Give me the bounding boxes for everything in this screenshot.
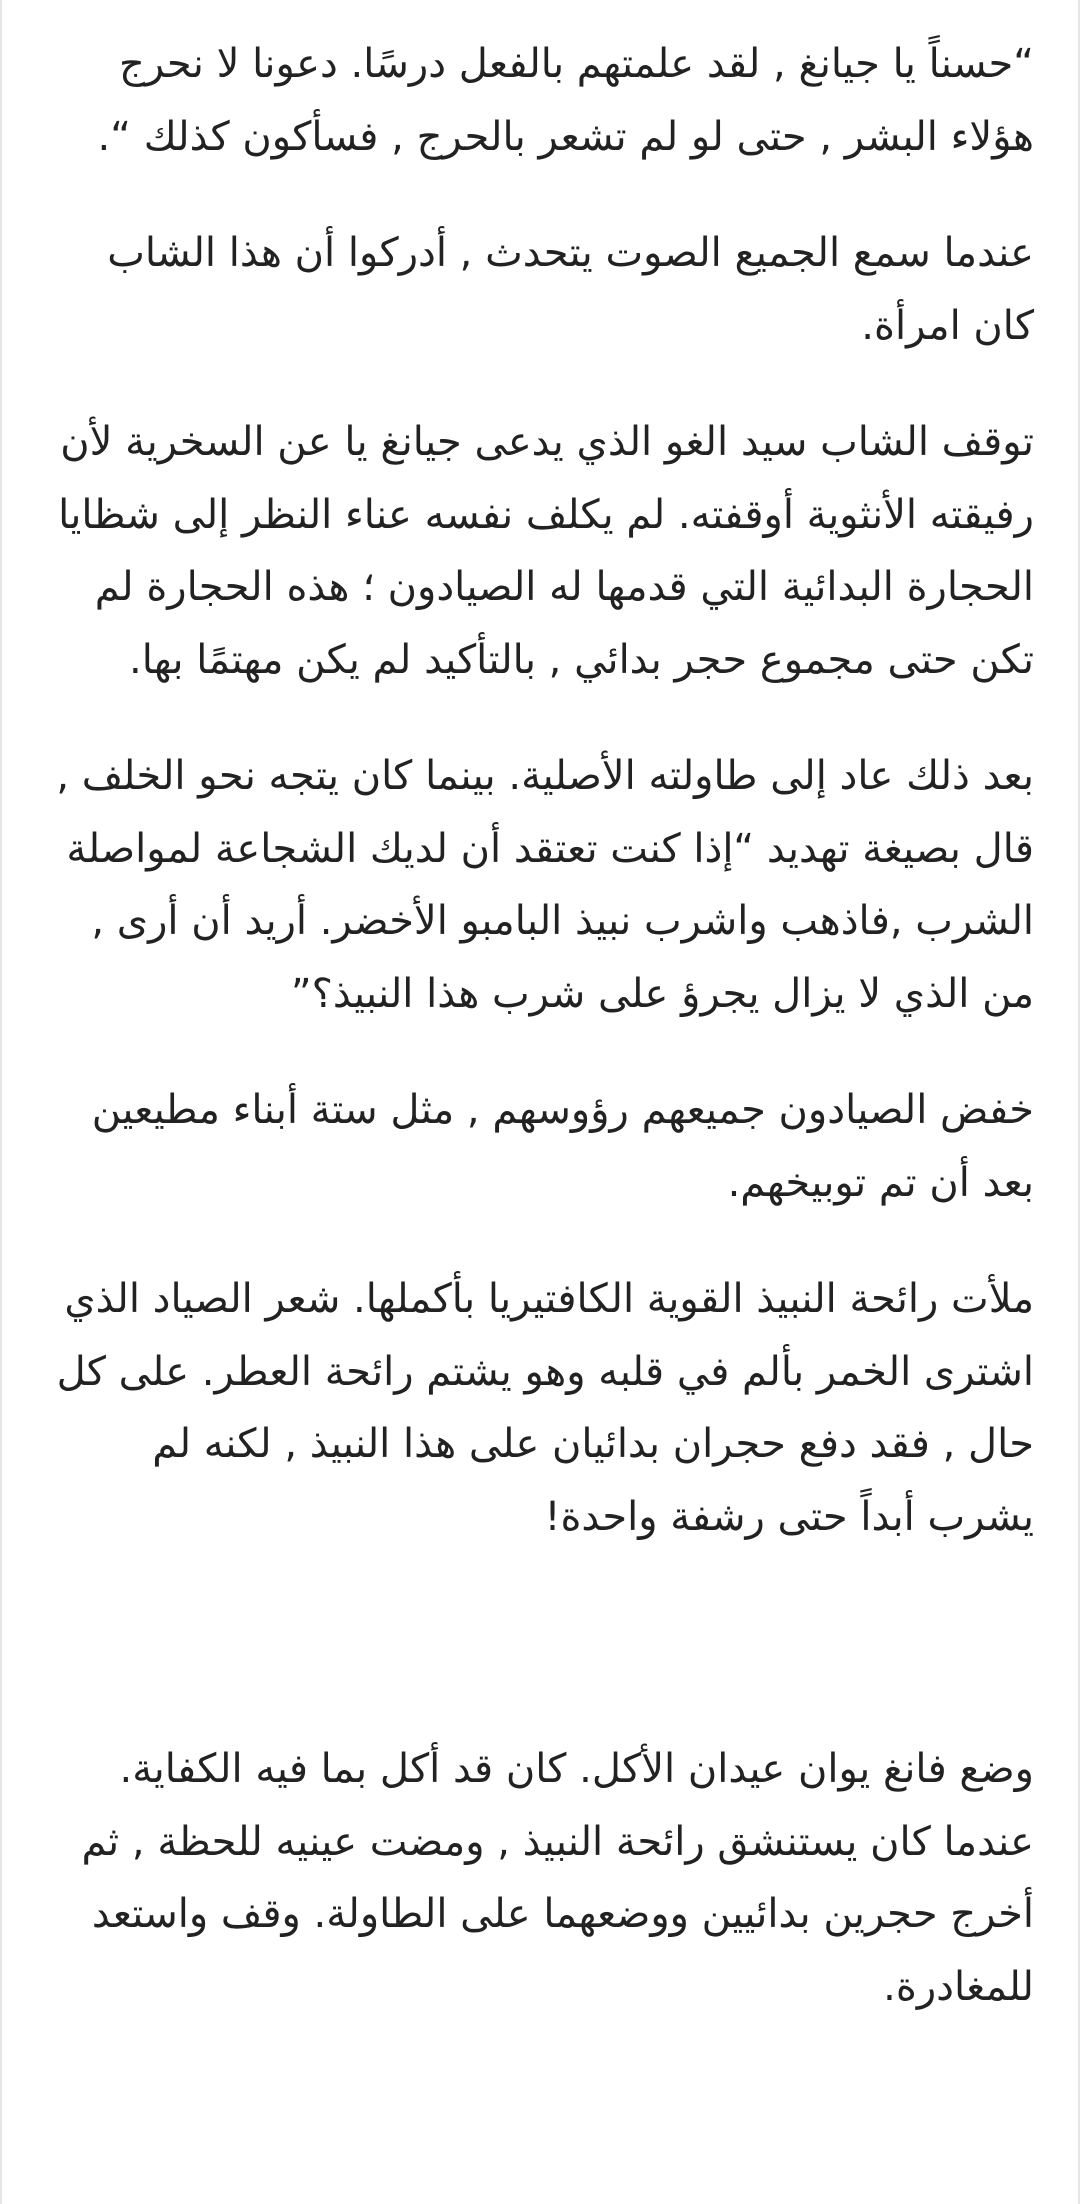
paragraph-2: عندما سمع الجميع الصوت يتحدث , أدركوا أن هذا الشاب كان امرأة. bbox=[107, 230, 1034, 349]
paragraph-4: بعد ذلك عاد إلى طاولته الأصلية. بينما كان يتجه نحو الخلف , قال بصيغة تهديد “إذا كنت تعتقد أن لديك الشجاعة لمواصلة الشرب ,فاذهب واشرب نبيذ البامبو الأخضر. أريد أن أرى , من الذي لا يزال يجرؤ على شرب هذا النبيذ؟” bbox=[56, 753, 1034, 1017]
paragraph-7: وضع فانغ يوان عيدان الأكل. كان قد أكل بما فيه الكفاية. عندما كان يستنشق رائحة النبيذ , ومضت عينيه للحظة , ثم أخرج حجرين بدائيين ووضعهما على الطاولة. وقف واستعد للمغادرة. bbox=[81, 1746, 1034, 2010]
paragraph-6: ملأت رائحة النبيذ القوية الكافتيريا بأكملها. شعر الصياد الذي اشترى الخمر بألم في قلبه وهو يشتم رائحة العطر. على كل حال , فقد دفع حجران بدائيان على هذا النبيذ , لكنه لم يشرب أبداً حتى رشفة واحدة! bbox=[56, 1276, 1034, 1540]
paragraph-3: توقف الشاب سيد الغو الذي يدعى جيانغ يا عن السخرية لأن رفيقته الأنثوية أوقفته. لم يكلف نفسه عناء النظر إلى شظايا الحجارة البدائية التي قدمها له الصيادون ؛ هذه الحجارة لم تكن حتى مجموع حجر بدائي , بالتأكيد لم يكن مهتمًا بها. bbox=[58, 419, 1034, 683]
paragraph-5: خفض الصيادون جميعهم رؤوسهم , مثل ستة أبناء مطيعين بعد أن تم توبيخهم. bbox=[91, 1087, 1034, 1206]
paragraph-1: “حسناً يا جيانغ , لقد علمتهم بالفعل درسًا. دعونا لا نحرج هؤلاء البشر , حتى لو لم تشعر بالحرج , فسأكون كذلك “. bbox=[97, 41, 1034, 160]
paragraph-gap bbox=[46, 1597, 1034, 1733]
chapter-text bbox=[46, 28, 1034, 2023]
